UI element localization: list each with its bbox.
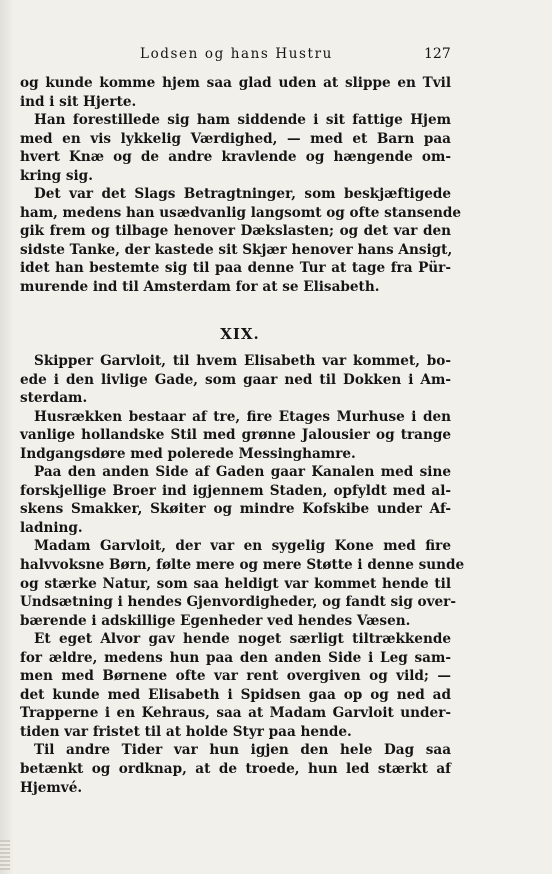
binding-shadow (0, 0, 14, 874)
text-block-top (20, 74, 462, 297)
text-line: og stærke Natur, som saa heldigt var kommet hende til (20, 575, 451, 592)
text-line: men med Børnene ofte var rent overgiven og vild; — (20, 668, 451, 685)
chapter-heading: XIX. (220, 325, 260, 343)
text-line: Indgangsdøre med polerede Messinghamre. (20, 445, 356, 462)
text-line: Madam Garvloit, der var en sygelig Kone med fire (34, 538, 451, 555)
text-line: murende ind til Amsterdam for at se Elisabeth. (20, 279, 380, 296)
text-line: betænkt og ordknap, at de troede, hun led stærkt af (20, 761, 451, 778)
text-line: og kunde komme hjem saa glad uden at slippe en Tvil (20, 75, 451, 91)
text-line: gik frem og tilbage henover Dækslasten; og det var den (20, 223, 451, 240)
text-line: forskjellige Broer ind igjennem Staden, opfyldt med al- (20, 482, 451, 499)
text-line: idet han bestemte sig til paa denne Tur at tage fra Pür- (20, 260, 451, 277)
text-line: vanlige hollandske Stil med grønne Jalousier og trange (20, 427, 451, 444)
text-line: Trapperne i en Kehraus, saa at Madam Garvloit under- (20, 705, 451, 722)
text-line: sterdam. (20, 390, 88, 407)
text-line: Skipper Garvloit, til hvem Elisabeth var kommet, bo- (34, 353, 451, 369)
text-line: bærende i adskillige Egenheder ved hendes Væsen. (20, 612, 411, 629)
text-line: for ældre, medens hun paa den anden Side i Leg sam- (20, 649, 451, 666)
text-line: halvvoksne Børn, følte mere og mere Støtte i denne sunde (20, 557, 465, 574)
running-title: Lodsen og hans Hustru (140, 46, 333, 62)
page-number: 127 (424, 46, 451, 62)
text-line: hvert Knæ og de andre kravlende og hængende om- (20, 149, 451, 166)
text-block-bottom (20, 352, 465, 797)
text-line: Husrækken bestaar af tre, fire Etages Murhuse i den (34, 408, 451, 425)
text-line: Et eget Alvor gav hende noget særligt tiltrækkende (34, 631, 451, 648)
text-line: det kunde med Elisabeth i Spidsen gaa op og ned ad (20, 686, 451, 703)
text-line: Han forestillede sig ham siddende i sit fattige Hjem (34, 112, 451, 129)
text-line: ind i sit Hjerte. (20, 93, 137, 110)
text-line: tiden var fristet til at holde Styr paa hende. (20, 723, 352, 740)
text-line: Paa den anden Side af Gaden gaar Kanalen med sine (34, 464, 451, 481)
text-line: ladning. (20, 519, 83, 536)
text-line: ede i den livlige Gade, som gaar ned til Dokken i Am- (20, 371, 451, 388)
text-line: skens Smakker, Skøiter og mindre Kofskibe under Af- (20, 501, 451, 518)
text-line: Undsætning i hendes Gjenvordigheder, og fandt sig over- (20, 594, 456, 611)
text-line: Hjemvé. (20, 779, 83, 796)
text-line: Det var det Slags Betragtninger, som beskjæftigede (34, 186, 451, 203)
text-line: med en vis lykkelig Værdighed, — med et Barn paa (20, 130, 451, 147)
page-edge-marks (0, 840, 10, 870)
text-line: sidste Tanke, der kastede sit Skjær henover hans Ansigt, (20, 241, 453, 258)
text-line: ham, medens han usædvanlig langsomt og ofte stansende (20, 204, 462, 221)
text-line: kring sig. (20, 167, 93, 184)
text-line: Til andre Tider var hun igjen den hele Dag saa (34, 742, 451, 759)
